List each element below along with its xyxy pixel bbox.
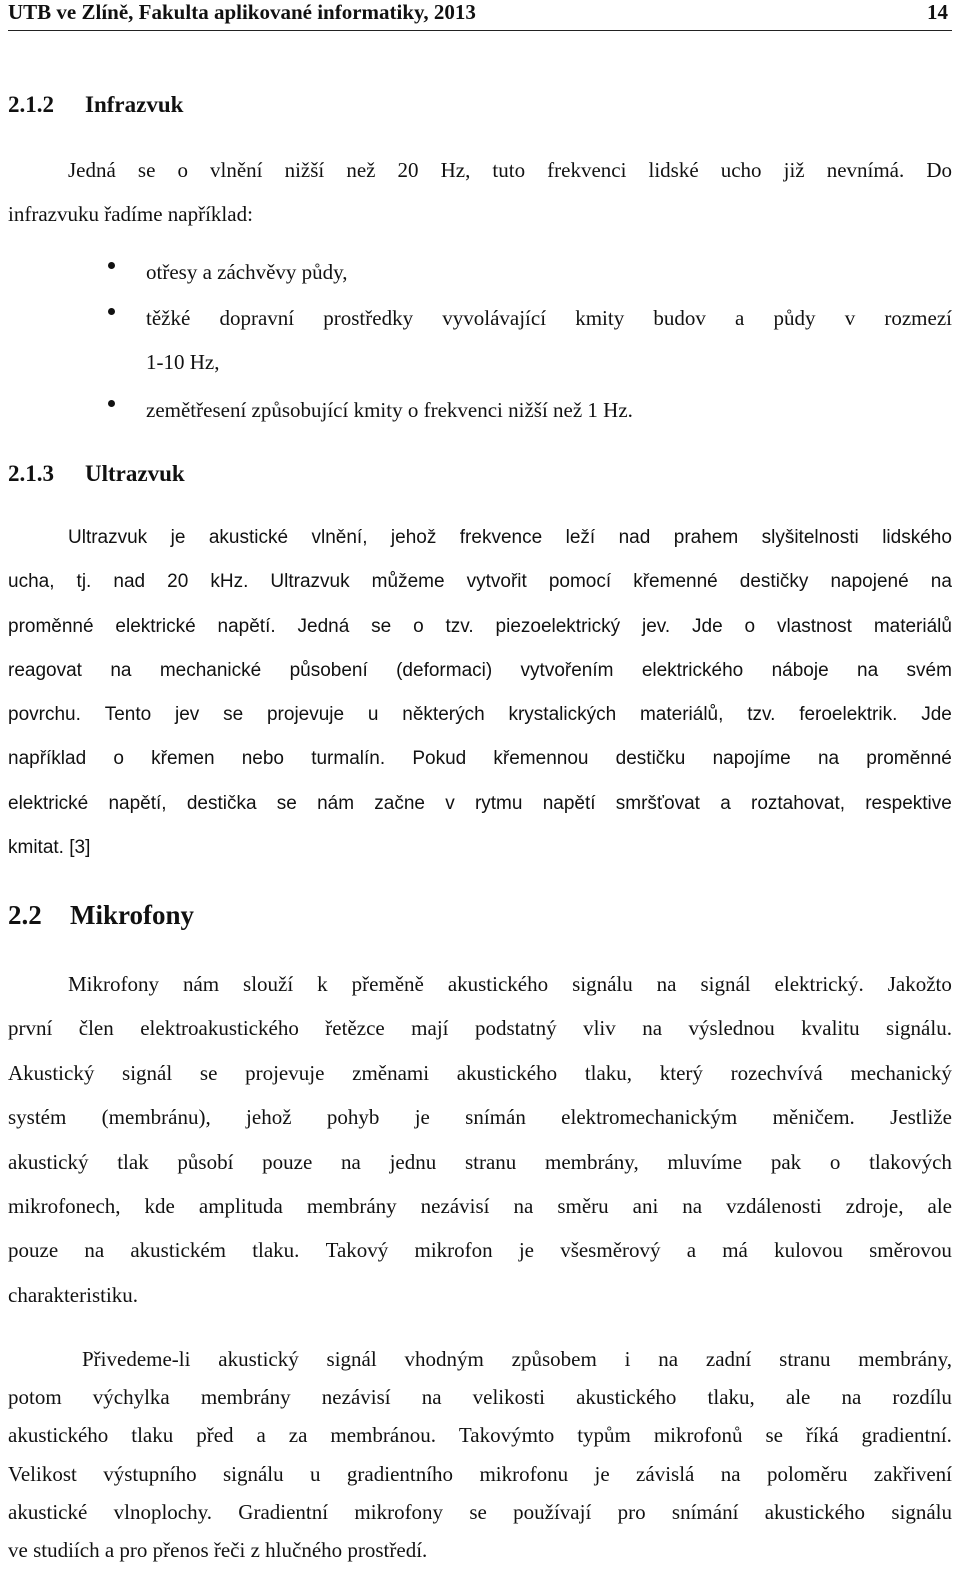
- list-item: [108, 250, 952, 296]
- text-line: akustický tlak působí pouze na jednu stranu membrány, mluvíme pak o tlakových: [8, 1149, 952, 1174]
- text-line: akustického tlaku před a za membránou. Takovýmto typům mikrofonů se říká gradientní.: [8, 1423, 952, 1448]
- ultrazvuk-paragraph: [8, 516, 952, 870]
- text-line: systém (membránu), jehož pohyb je snímán elektromechanickým měničem. Jestliže: [8, 1105, 952, 1130]
- bullet-icon: [108, 308, 115, 315]
- text-line: první člen elektroakustického řetězce mají podstatný vliv na výslednou kvalitu signálu.: [8, 1016, 952, 1041]
- page-header: [8, 0, 952, 31]
- page-number: 14: [927, 0, 948, 24]
- heading-title: Infrazvuk: [85, 92, 184, 117]
- text-line: Velikost výstupního signálu u gradientního mikrofonu je závislá na poloměru zakřivení: [8, 1461, 952, 1486]
- text-line: potom výchylka membrány nezávisí na velikosti akustického tlaku, ale na rozdílu: [8, 1385, 952, 1410]
- bullet-icon: [108, 400, 115, 407]
- text-line: reagovat na mechanické působení (deformaci) vytvořením elektrického náboje na svém: [8, 659, 952, 681]
- text-line: Mikrofony nám slouží k přeměně akustického signálu na signál elektrický. Jakožto: [68, 972, 952, 996]
- heading-number: 2.1.2: [8, 92, 54, 117]
- text-line: akustické vlnoplochy. Gradientní mikrofony se používají pro snímání akustického signálu: [8, 1499, 952, 1524]
- list-item: [108, 296, 952, 388]
- text-line: kmitat. [3]: [8, 837, 91, 859]
- list-item-text: 1-10 Hz,: [146, 350, 220, 374]
- header-title: UTB ve Zlíně, Fakulta aplikované informatiky, 2013: [8, 0, 476, 24]
- heading-number: 2.2: [8, 900, 42, 930]
- heading-infrazvuk: [8, 92, 183, 118]
- bullet-icon: [108, 262, 115, 269]
- text-line: Ultrazvuk je akustické vlnění, jehož frekvence leží nad prahem slyšitelnosti lidského: [68, 527, 952, 548]
- text-line: mikrofonech, kde amplituda membrány nezávisí na směru ani na vzdálenosti zdroje, ale: [8, 1194, 952, 1219]
- list-item: [108, 388, 952, 434]
- text-line: Přivedeme-li akustický signál vhodným způsobem i na zadní stranu membrány,: [82, 1347, 952, 1371]
- infrazvuk-bullet-list: [108, 250, 952, 434]
- text-line: Jedná se o vlnění nižší než 20 Hz, tuto frekvenci lidské ucho již nevnímá. Do: [68, 158, 952, 182]
- mikrofony-paragraph-2: [8, 1340, 952, 1569]
- text-line: infrazvuku řadíme například:: [8, 202, 253, 226]
- list-item-text: těžké dopravní prostředky vyvolávající kmity budov a půdy v rozmezí: [146, 306, 952, 330]
- text-line: ucha, tj. nad 20 kHz. Ultrazvuk můžeme vytvořit pomocí křemenné destičky napojené na: [8, 571, 952, 593]
- text-line: elektrické napětí, destička se nám začne v rytmu napětí smršťovat a roztahovat, respektive: [8, 792, 952, 814]
- text-line: povrchu. Tento jev se projevuje u některých krystalických materiálů, tzv. feroelektrik. Jde: [8, 704, 952, 726]
- list-item-text: otřesy a záchvěvy půdy,: [146, 260, 348, 284]
- text-line: například o křemen nebo turmalín. Pokud křemennou destičku napojíme na proměnné: [8, 748, 952, 770]
- text-line: Akustický signál se projevuje změnami akustického tlaku, který rozechvívá mechanický: [8, 1060, 952, 1085]
- heading-mikrofony: [8, 900, 194, 931]
- text-line: proměnné elektrické napětí. Jedná se o tzv. piezoelektrický jev. Jde o vlastnost materiálů: [8, 615, 952, 637]
- heading-title: Mikrofony: [70, 900, 195, 930]
- list-item-text: zemětřesení způsobující kmity o frekvenci nižší než 1 Hz.: [146, 398, 633, 422]
- text-line: pouze na akustickém tlaku. Takový mikrofon je všesměrový a má kulovou směrovou: [8, 1238, 952, 1263]
- infrazvuk-intro: [8, 148, 952, 236]
- heading-number: 2.1.3: [8, 461, 54, 486]
- heading-title: Ultrazvuk: [85, 461, 185, 486]
- text-line: ve studiích a pro přenos řeči z hlučného prostředí.: [8, 1538, 428, 1563]
- heading-ultrazvuk: [8, 461, 185, 487]
- text-line: charakteristiku.: [8, 1282, 139, 1307]
- mikrofony-paragraph-1: [8, 962, 952, 1317]
